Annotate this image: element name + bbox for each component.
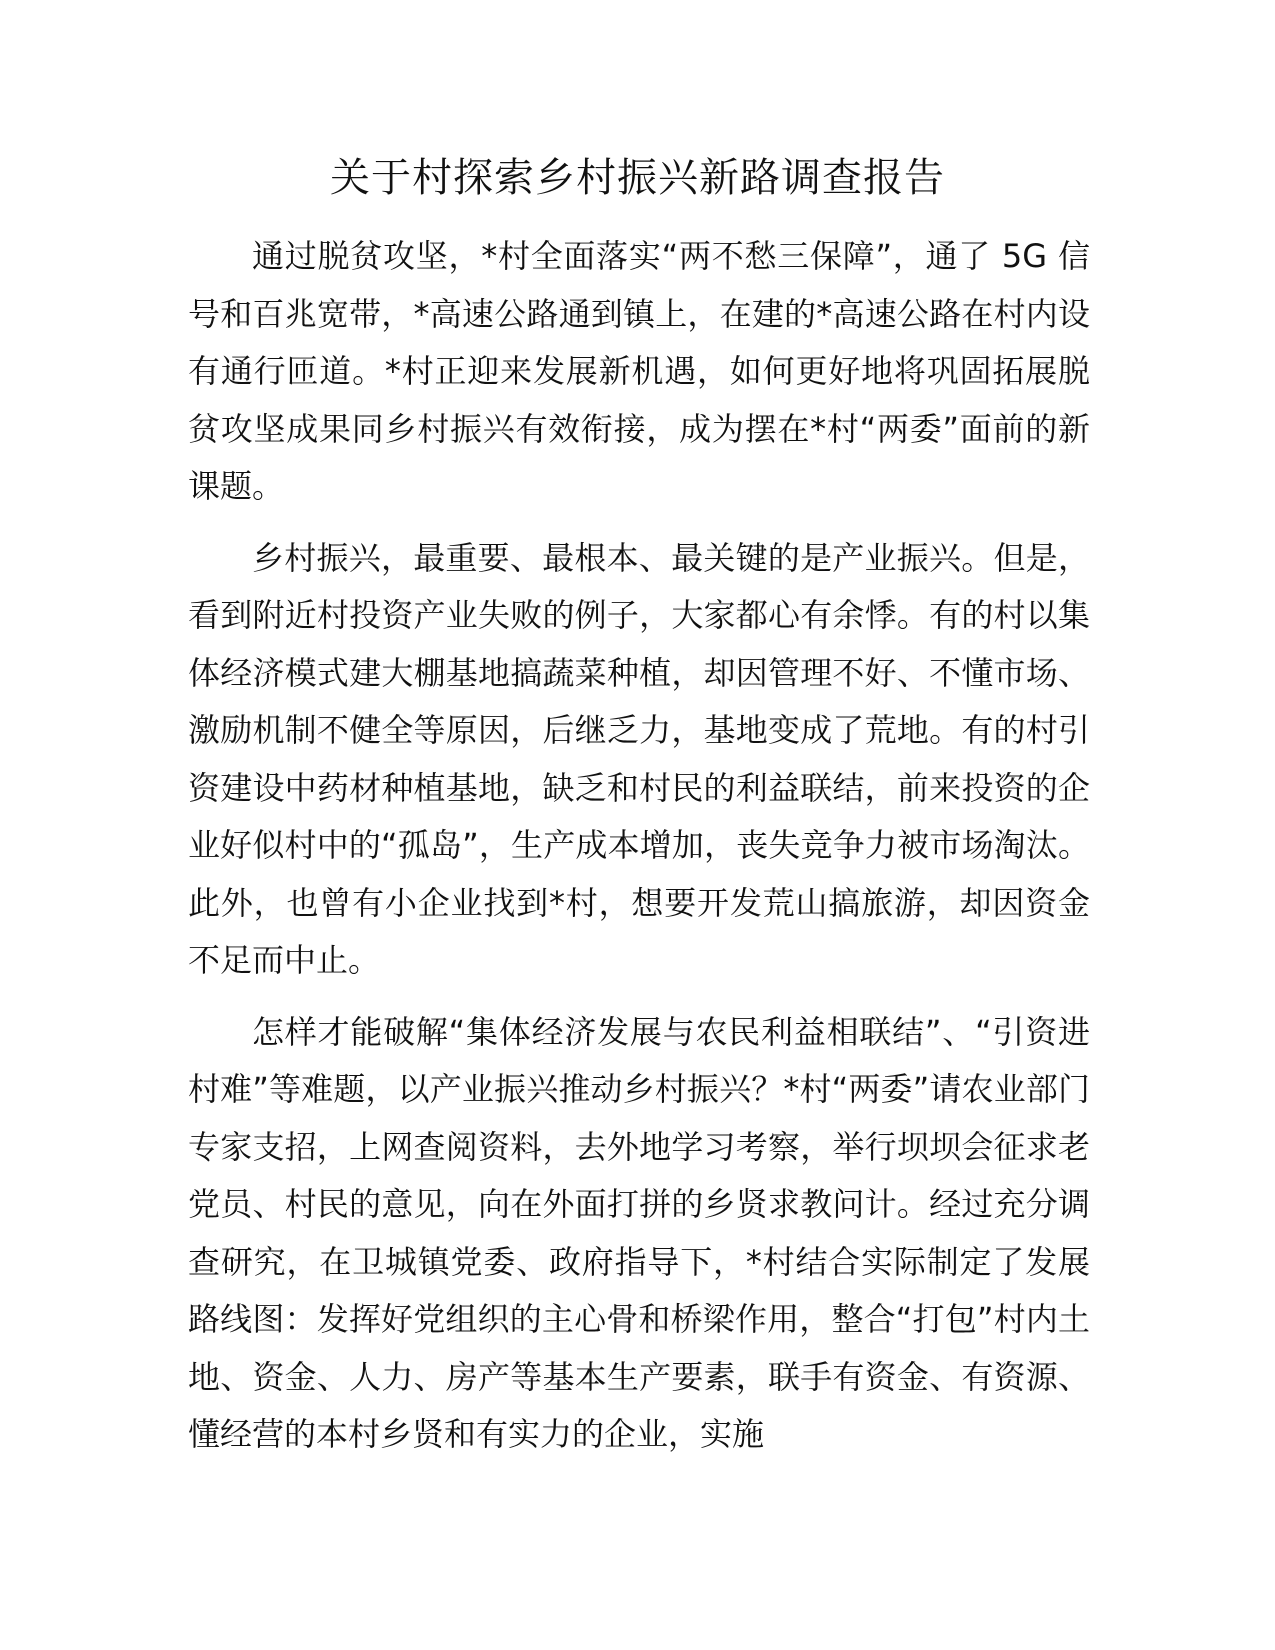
document-title: 关于村探索乡村振兴新路调查报告	[330, 155, 945, 201]
document-body	[188, 228, 1090, 1478]
paragraph-3: 怎样才能破解“集体经济发展与农民利益相联结”、“引资进村难”等难题，以产业振兴推动乡村振兴？*村“两委”请农业部门专家支招，上网查阅资料，去外地学习考察，举行坝坝会征求老党员、村民的意见，向在外面打拼的乡贤求教问计。经过充分调查研究，在卫城镇党委、政府指导下，*村结合实际制定了发展路线图：发挥好党组织的主心骨和桥梁作用，整合“打包”村内土地、资金、人力、房产等基本生产要素，联手有资金、有资源、懂经营的本村乡贤和有实力的企业，实施	[188, 1012, 1090, 1453]
paragraph-2: 乡村振兴，最重要、最根本、最关键的是产业振兴。但是，看到附近村投资产业失败的例子，大家都心有余悸。有的村以集体经济模式建大棚基地搞蔬菜种植，却因管理不好、不懂市场、激励机制不健全等原因，后继乏力，基地变成了荒地。有的村引资建设中药材种植基地，缺乏和村民的利益联结，前来投资的企业好似村中的“孤岛”，生产成本增加，丧失竞争力被市场淘汰。此外，也曾有小企业找到*村，想要开发荒山搞旅游，却因资金不足而中止。	[188, 538, 1090, 979]
paragraph-1: 通过脱贫攻坚，*村全面落实“两不愁三保障”，通了 5G 信号和百兆宽带，*高速公路通到镇上，在建的*高速公路在村内设有通行匝道。*村正迎来发展新机遇，如何更好地将巩固拓展脱贫攻坚成果同乡村振兴有效衔接，成为摆在*村“两委”面前的新课题。	[188, 237, 1090, 505]
